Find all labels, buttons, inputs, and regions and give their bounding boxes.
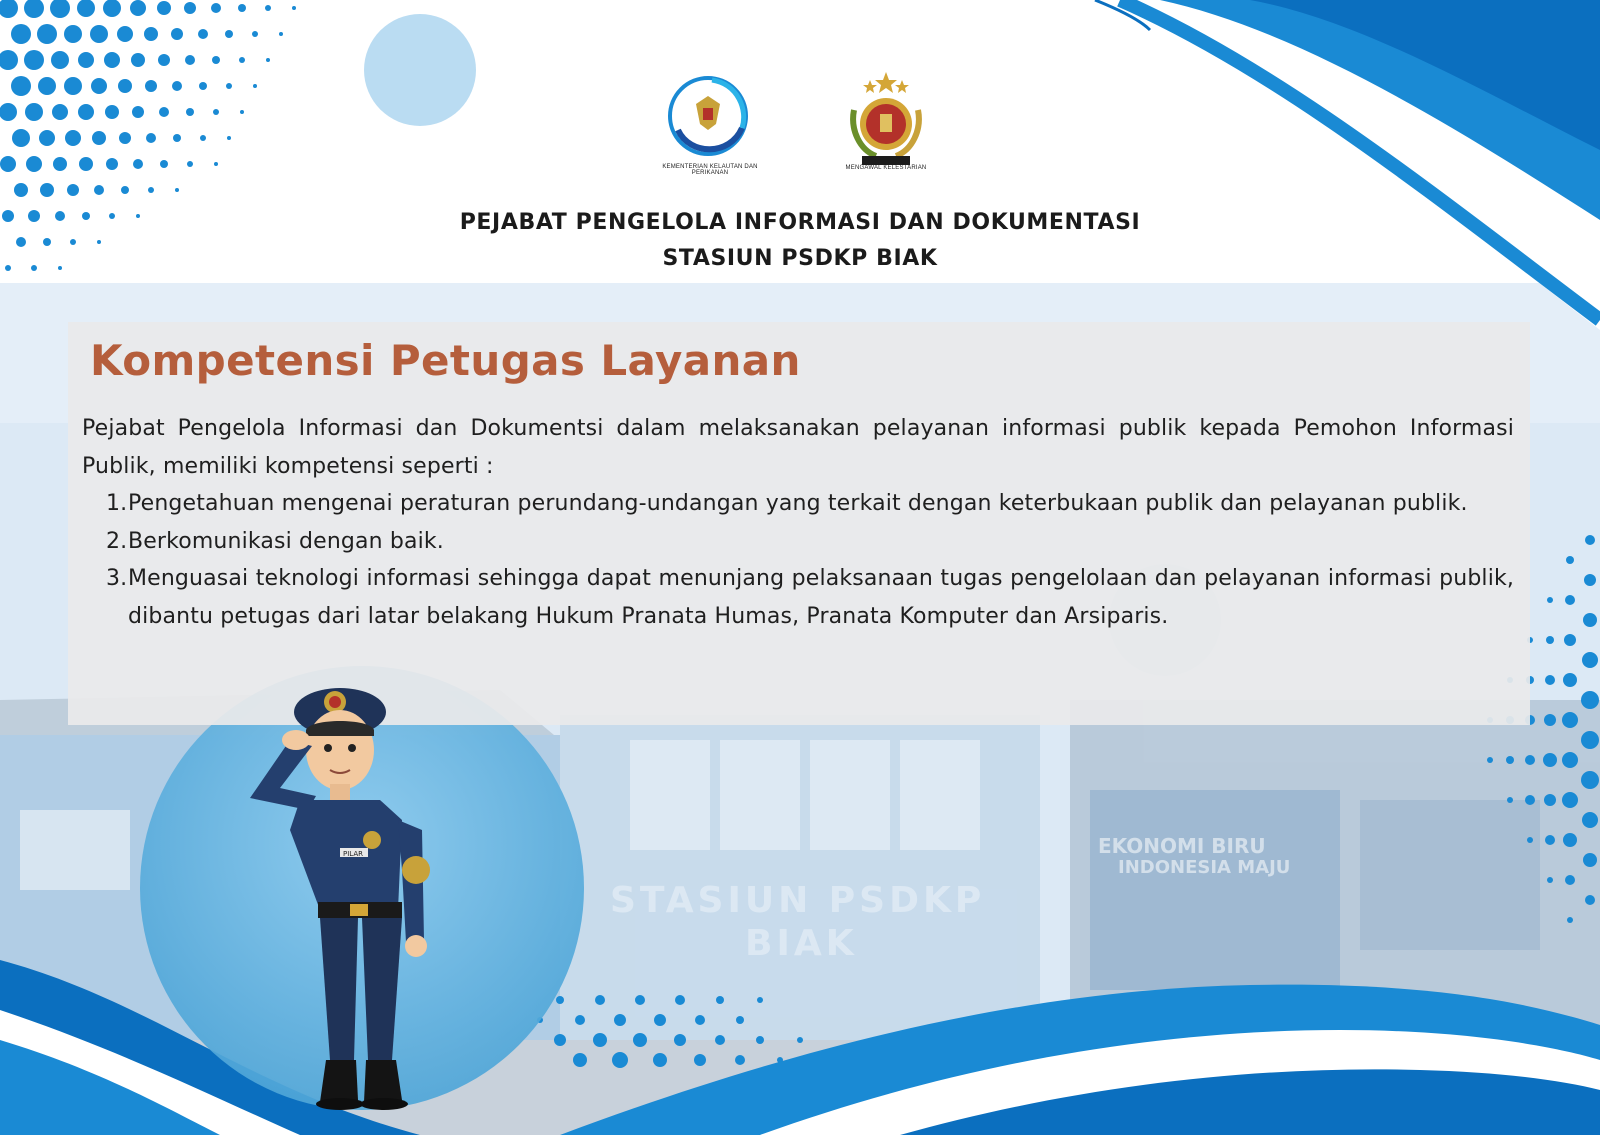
svg-text:EKONOMI BIRU: EKONOMI BIRU: [1098, 834, 1266, 858]
list-text: Menguasai teknologi informasi sehingga dapat menunjang pelaksanaan tugas pengelolaan dan pelayanan informasi publik, dibantu petugas dari latar belakang Hukum Pranata Humas, Pranata Komputer dan Arsiparis.: [128, 566, 1514, 629]
psdkp-logo: [840, 70, 932, 175]
list-text: Berkomunikasi dengan baik.: [128, 528, 444, 554]
list-number: 3.: [106, 566, 128, 591]
kkp-caption: KEMENTERIAN KELAUTAN DAN PERIKANAN: [662, 164, 758, 176]
header: [0, 205, 1600, 277]
list-item: [82, 560, 1514, 635]
header-line-2: STASIUN PSDKP BIAK: [662, 246, 938, 271]
header-line-1: PEJABAT PENGELOLA INFORMASI DAN DOKUMENTASI: [459, 210, 1141, 235]
psdkp-caption: MENGAWAL KELESTARIAN: [845, 165, 927, 171]
officer-name-tag: PILAR: [343, 850, 363, 858]
content-title: Kompetensi Petugas Layanan: [90, 336, 801, 385]
intro-paragraph: Pejabat Pengelola Informasi dan Dokumentsi dalam melaksanakan pelayanan informasi publik kepada Pemohon Informasi Publik, memiliki kompetensi seperti :: [82, 416, 1514, 479]
svg-text:INDONESIA MAJU: INDONESIA MAJU: [1118, 857, 1291, 878]
svg-text:BIAK: BIAK: [745, 923, 858, 964]
saluting-officer-illustration: [140, 670, 600, 1135]
competency-list: [82, 485, 1514, 635]
list-item: [82, 485, 1514, 523]
list-number: 1.: [106, 491, 128, 516]
content-body: [82, 410, 1514, 635]
svg-text:STASIUN PSDKP: STASIUN PSDKP: [610, 880, 986, 921]
logos-row: [0, 70, 1600, 180]
kkp-logo: [650, 70, 770, 180]
list-number: 2.: [106, 528, 128, 554]
list-item: [82, 523, 1514, 561]
list-text: Pengetahuan mengenai peraturan perundang-undangan yang terkait dengan keterbukaan publik dan pelayanan publik.: [128, 491, 1468, 516]
psdkp-emblem-icon: [840, 70, 932, 175]
